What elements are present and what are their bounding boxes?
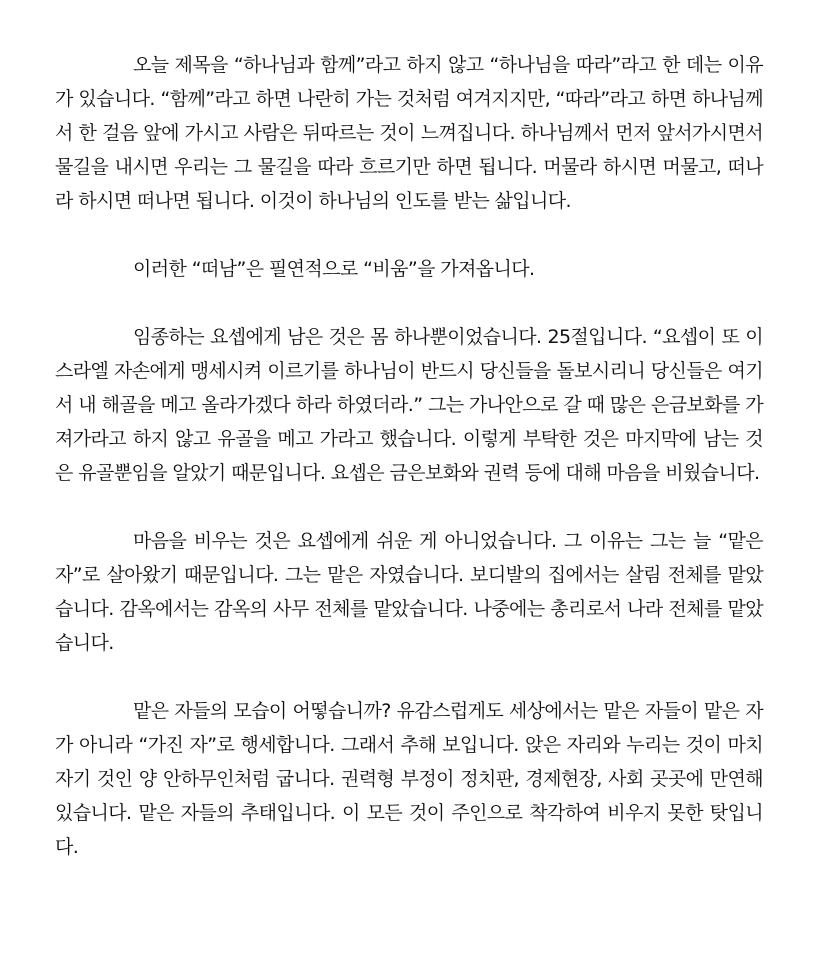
paragraph-2: 이러한 “떠남”은 필연적으로 “비움”을 가져옵니다. (133, 258, 535, 280)
paragraph-4: 마음을 비우는 것은 요셉에게 쉬운 게 아니었습니다. 그 이유는 그는 늘 “맡은 자”로 살아왔기 때문입니다. 그는 맡은 자였습니다. 보디발의 집에서는 살림 전체를 맡았습니다. 감옥에서는 감옥의 사무 전체를 맡았습니다. 나중에는 총리로서 나라 전체를 맡았습니다. (55, 530, 763, 654)
paragraph-5: 맡은 자들의 모습이 어떻습니까? 유감스럽게도 세상에서는 맡은 자들이 맡은 자가 아니라 “가진 자”로 행세합니다. 그래서 추해 보입니다. 앉은 자리와 누리는 것이 마치 자기 것인 양 안하무인처럼 굽니다. 권력형 부정이 정치판, 경제현장, 사회 곳곳에 만연해 있습니다. 맡은 자들의 추태입니다. 이 모든 것이 주인으로 착각하여 비우지 못한 탓입니다. (55, 700, 763, 858)
paragraph-3: 임종하는 요셉에게 남은 것은 몸 하나뿐이었습니다. 25절입니다. “요셉이 또 이스라엘 자손에게 맹세시켜 이르기를 하나님이 반드시 당신들을 돌보시리니 당신들은 여기서 내 해골을 메고 올라가겠다 하라 하였더라.” 그는 가나안으로 갈 때 많은 은금보화를 가져가라고 하지 않고 유골을 메고 가라고 했습니다. 이렇게 부탁한 것은 마지막에 남는 것은 유골뿐임을 알았기 때문입니다. 요셉은 금은보화와 권력 등에 대해 마음을 비웠습니다. (55, 326, 763, 484)
paragraph-1: 오늘 제목을 “하나님과 함께”라고 하지 않고 “하나님을 따라”라고 한 데는 이유가 있습니다. “함께”라고 하면 나란히 가는 것처럼 여겨지지만, “따라”라고 하면 하나님께서 한 걸음 앞에 가시고 사람은 뒤따르는 것이 느껴집니다. 하나님께서 먼저 앞서가시면서 물길을 내시면 우리는 그 물길을 따라 흐르기만 하면 됩니다. 머물라 하시면 머물고, 떠나라 하시면 떠나면 됩니다. 이것이 하나님의 인도를 받는 삶입니다. (55, 54, 763, 212)
